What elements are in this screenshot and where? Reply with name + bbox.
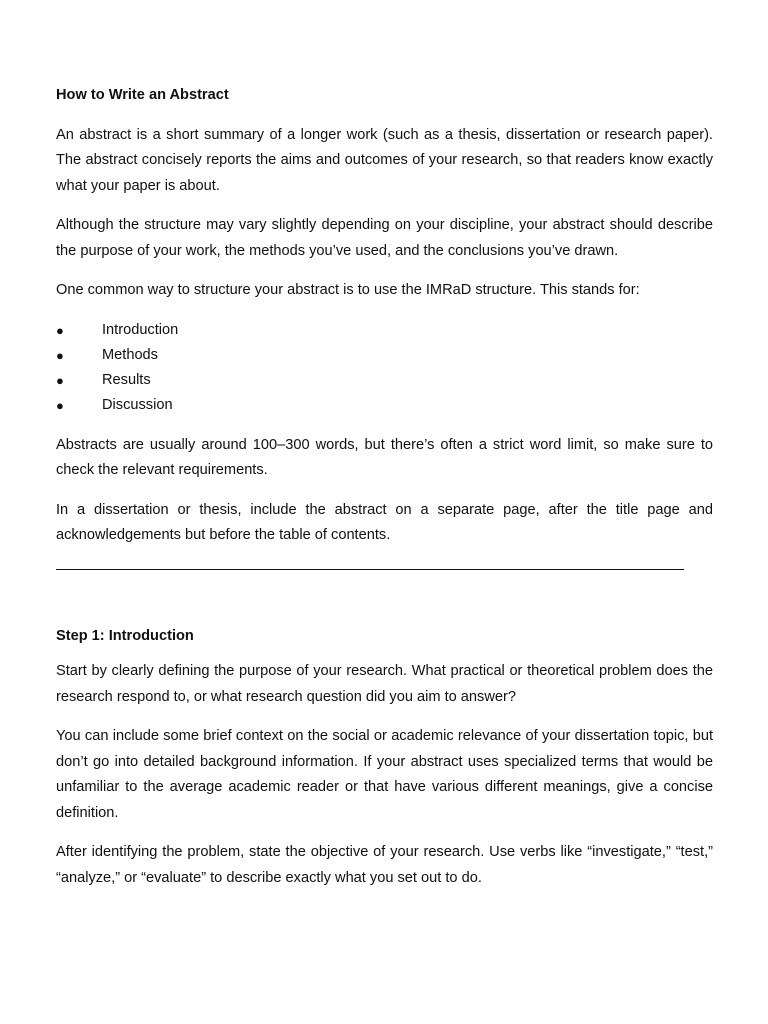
imrad-list <box>56 318 713 419</box>
step1-paragraph-1: Start by clearly defining the purpose of your research. What practical or theoretical problem does the research respond to, or what research question did you aim to answer? <box>56 663 713 705</box>
intro-paragraph-3: One common way to structure your abstract is to use the IMRaD structure. This stands for: <box>56 282 640 298</box>
word-limit-paragraph: Abstracts are usually around 100–300 words, but there’s often a strict word limit, so make sure to check the relevant requirements. <box>56 436 713 479</box>
list-item-label: Results <box>102 372 151 389</box>
list-item-label: Methods <box>102 346 158 363</box>
step1-heading: Step 1: Introduction <box>56 627 194 644</box>
placement-paragraph: In a dissertation or thesis, include the abstract on a separate page, after the title page and acknowledgements but before the table of contents. <box>56 501 713 544</box>
intro-paragraph-2: Although the structure may vary slightly depending on your discipline, your abstract should describe the purpose of your work, the methods you’ve used, and the conclusions you’ve drawn. <box>56 217 713 259</box>
section-divider <box>56 569 684 570</box>
list-item <box>56 318 713 343</box>
bullet-icon: ● <box>56 347 64 363</box>
step1-paragraph-2: You can include some brief context on the social or academic relevance of your dissertation topic, but don’t go into detailed background information. If your abstract uses specialized terms that would be unfamiliar to the average academic reader or that have various different meanings, give a concise definition. <box>56 728 713 821</box>
bullet-icon: ● <box>56 373 64 389</box>
bullet-icon: ● <box>56 398 64 414</box>
bullet-icon: ● <box>56 322 64 338</box>
list-item <box>56 393 713 418</box>
document-page <box>56 83 713 891</box>
document-title: How to Write an Abstract <box>56 87 229 103</box>
list-item-label: Discussion <box>102 397 173 414</box>
list-item <box>56 368 713 393</box>
list-item-label: Introduction <box>102 321 179 338</box>
step1-paragraph-3: After identifying the problem, state the objective of your research. Use verbs like “investigate,” “test,” “analyze,” or “evaluate” to describe exactly what you set out to do. <box>56 844 713 886</box>
intro-paragraph-1: An abstract is a short summary of a longer work (such as a thesis, dissertation or research paper). The abstract concisely reports the aims and outcomes of your research, so that readers know exactly what your paper is about. <box>56 126 713 194</box>
list-item <box>56 343 713 368</box>
